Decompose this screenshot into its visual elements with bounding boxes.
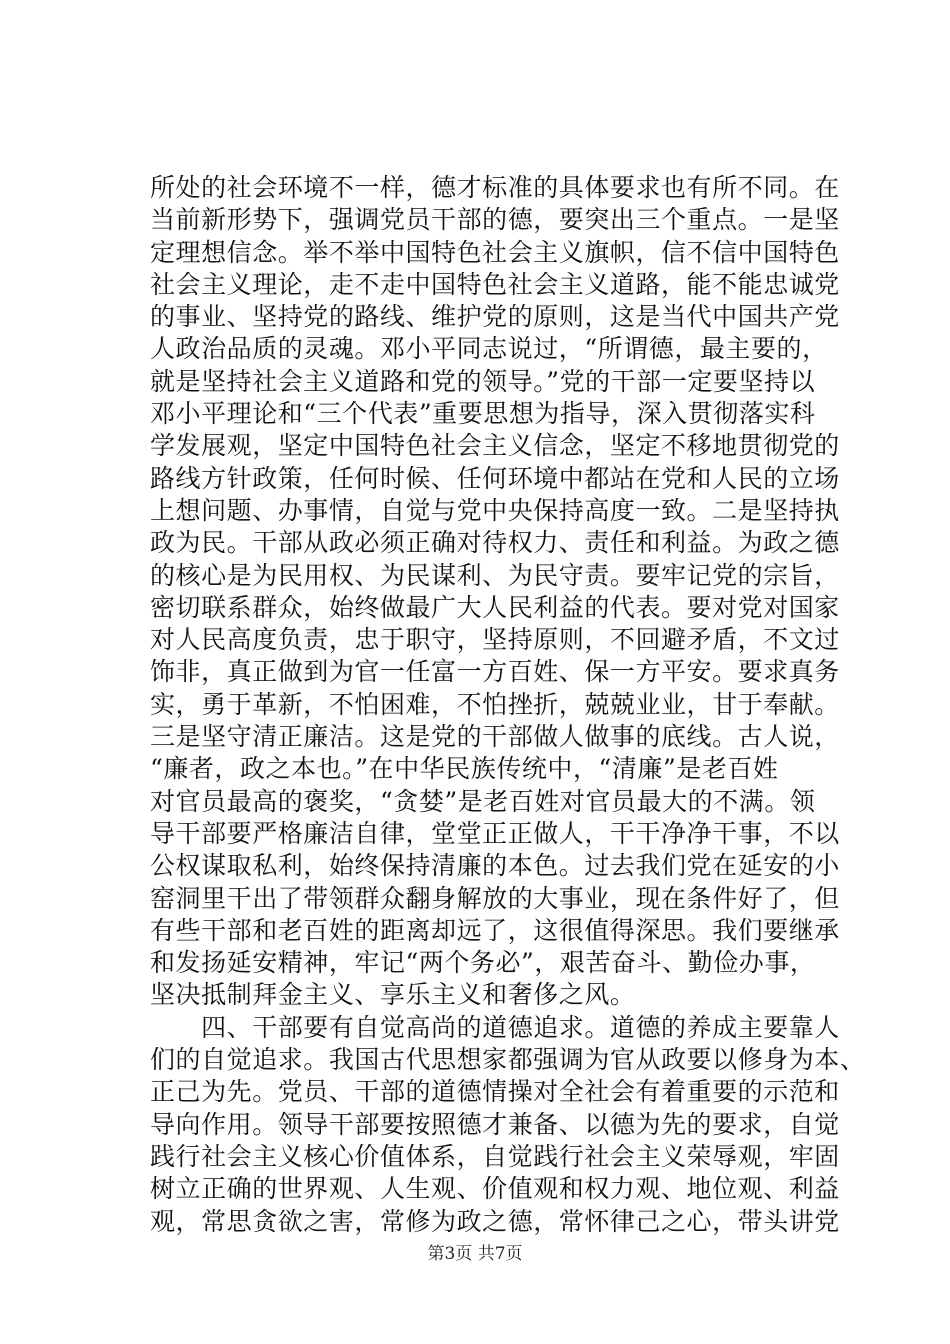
- text-line: 践行社会主义核心价值体系，自觉践行社会主义荣辱观，牢固: [150, 1141, 840, 1171]
- text-line: 公权谋取私利，始终保持清廉的本色。过去我们党在延安的小: [150, 851, 840, 881]
- text-line: 导干部要严格廉洁自律，堂堂正正做人，干干净净干事，不以: [150, 818, 840, 848]
- text-line: 的事业、坚持党的路线、维护党的原则，这是当代中国共产党: [150, 302, 840, 332]
- text-line: 和发扬延安精神，牢记“两个务必”，艰苦奋斗、勤俭办事，: [150, 948, 816, 978]
- text-line: 邓小平理论和“三个代表”重要思想为指导，深入贯彻落实科: [150, 399, 816, 429]
- text-line: 密切联系群众，始终做最广大人民利益的代表。要对党对国家: [150, 592, 840, 622]
- page-footer: [0, 1244, 950, 1264]
- text-line: 就是坚持社会主义道路和党的领导。”党的干部一定要坚持以: [150, 366, 816, 396]
- text-line: 三是坚守清正廉洁。这是党的干部做人做事的底线。古人说，: [150, 722, 840, 752]
- text-line: 们的自觉追求。我国古代思想家都强调为官从政要以修身为本、: [150, 1045, 866, 1075]
- text-line: 人政治品质的灵魂。邓小平同志说过，“所谓德，最主要的，: [150, 334, 828, 364]
- page-number-label: 第3页 共7页: [427, 1244, 523, 1264]
- text-line: 上想问题、办事情，自觉与党中央保持高度一致。二是坚持执: [150, 495, 840, 525]
- text-line: 当前新形势下，强调党员干部的德，要突出三个重点。一是坚: [150, 205, 840, 235]
- paragraph-start-line: 四、干部要有自觉高尚的道德追求。道德的养成主要靠人: [150, 1012, 840, 1042]
- text-line: 树立正确的世界观、人生观、价值观和权力观、地位观、利益: [150, 1174, 840, 1204]
- text-line: 实，勇于革新，不怕困难，不怕挫折，兢兢业业，甘于奉献。: [150, 689, 840, 719]
- text-line: “廉者，政之本也。”在中华民族传统中，“清廉”是老百姓: [150, 754, 779, 784]
- text-line: 对官员最高的褒奖，“贪婪”是老百姓对官员最大的不满。领: [150, 786, 816, 816]
- text-line: 所处的社会环境不一样，德才标准的具体要求也有所不同。在: [150, 173, 840, 202]
- text-line: 对人民高度负责，忠于职守，坚持原则，不回避矛盾，不文过: [150, 625, 840, 655]
- body-text: [150, 172, 866, 1238]
- text-line: 学发展观，坚定中国特色社会主义信念，坚定不移地贯彻党的: [150, 431, 840, 461]
- text-line: 正己为先。党员、干部的道德情操对全社会有着重要的示范和: [150, 1077, 840, 1107]
- text-line: 定理想信念。举不举中国特色社会主义旗帜，信不信中国特色: [150, 237, 840, 267]
- text-line: 导向作用。领导干部要按照德才兼备、以德为先的要求，自觉: [150, 1109, 840, 1139]
- text-line: 的核心是为民用权、为民谋利、为民守责。要牢记党的宗旨，: [150, 560, 840, 590]
- text-line: 有些干部和老百姓的距离却远了，这很值得深思。我们要继承: [150, 915, 840, 945]
- text-line: 社会主义理论，走不走中国特色社会主义道路，能不能忠诚党: [150, 269, 840, 299]
- text-line: 政为民。干部从政必须正确对待权力、责任和利益。为政之德: [150, 528, 840, 558]
- text-line: 窑洞里干出了带领群众翻身解放的大事业，现在条件好了，但: [150, 883, 840, 913]
- text-line: 观，常思贪欲之害，常修为政之德，常怀律己之心，带头讲党: [150, 1206, 840, 1236]
- text-line: 坚决抵制拜金主义、享乐主义和奢侈之风。: [150, 980, 636, 1010]
- text-line: 路线方针政策，任何时候、任何环境中都站在党和人民的立场: [150, 463, 840, 493]
- text-line: 饰非，真正做到为官一任富一方百姓、保一方平安。要求真务: [150, 657, 840, 687]
